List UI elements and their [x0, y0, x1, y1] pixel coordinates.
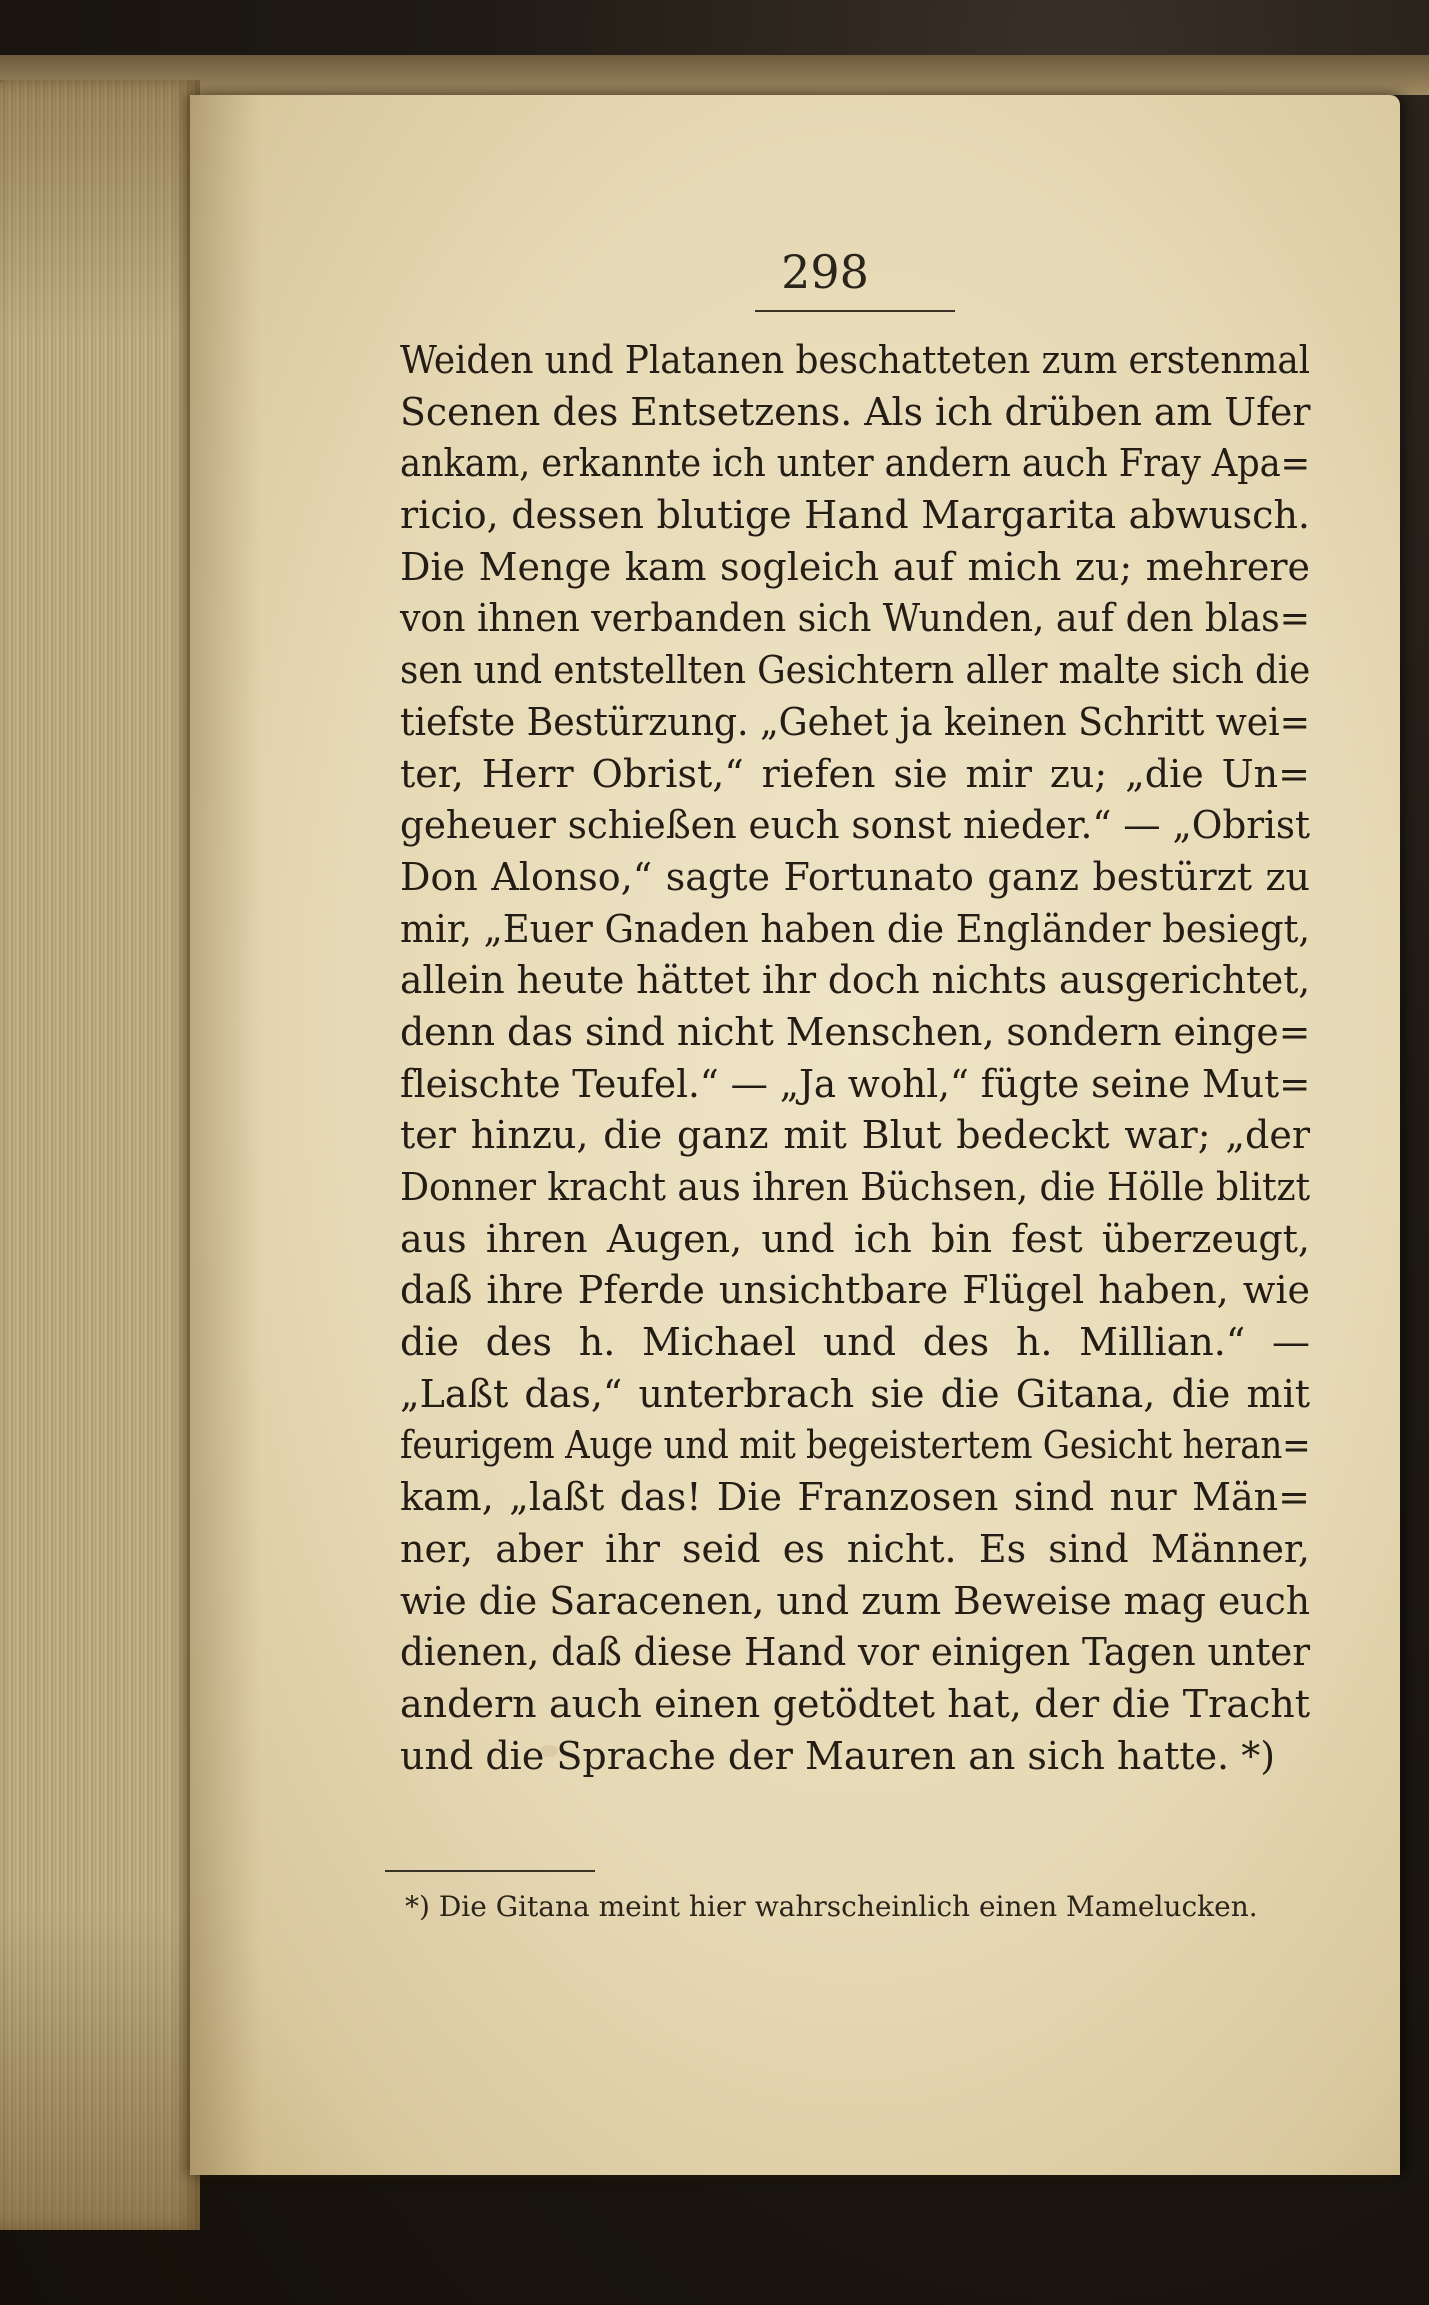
text-line: geheuer schießen euch sonst nieder.“ — „Obrist [400, 803, 1310, 848]
text-line: Weiden und Platanen beschatteten zum erstenmal [400, 338, 1310, 382]
page-number: 298 [781, 245, 869, 299]
footnote: *) Die Gitana meint hier wahrscheinlich einen Mamelucken. [405, 1890, 1258, 1923]
book-page [190, 95, 1400, 2175]
text-line: feurigem Auge und mit begeistertem Gesicht heran= [400, 1423, 1311, 1468]
text-line: denn das sind nicht Menschen, sondern einge= [400, 1009, 1311, 1054]
text-line: fleischte Teufel.“ — „Ja wohl,“ fügte seine Mut= [400, 1061, 1311, 1106]
text-line: kam, „laßt das! Die Franzosen sind nur Män= [400, 1475, 1310, 1520]
page-stack-edge [0, 80, 200, 2230]
text-line: ter hinzu, die ganz mit Blut bedeckt war; „der [400, 1113, 1310, 1158]
text-line: die des h. Michael und des h. Millian.“ — [400, 1320, 1310, 1365]
text-line: allein heute hättet ihr doch nichts ausgerichtet, [400, 958, 1311, 1003]
text-line: von ihnen verbanden sich Wunden, auf den blas= [400, 596, 1310, 641]
text-line: mir, „Euer Gnaden haben die Engländer besiegt, [400, 906, 1310, 951]
text-line: Don Alonso,“ sagte Fortunato ganz bestürzt zu [400, 854, 1310, 899]
text-line: „Laßt das,“ unterbrach sie die Gitana, die mit [400, 1371, 1310, 1416]
text-line: andern auch einen getödtet hat, der die Tracht [400, 1681, 1310, 1726]
text-line: Donner kracht aus ihren Büchsen, die Hölle blitzt [400, 1165, 1311, 1209]
book-cover-edge [0, 55, 1429, 95]
text-line: dienen, daß diese Hand vor einigen Tagen unter [400, 1630, 1310, 1675]
text-line: ankam, erkannte ich unter andern auch Fray Apa= [400, 441, 1310, 486]
footnote-rule [385, 1870, 595, 1872]
text-line: ter, Herr Obrist,“ riefen sie mir zu; „die Un= [400, 751, 1310, 796]
body-text [400, 335, 1310, 1782]
text-line: ricio, dessen blutige Hand Margarita abwusch. [400, 493, 1310, 538]
text-line: und die Sprache der Mauren an sich hatte. *) [400, 1733, 1276, 1778]
text-line: sen und entstellten Gesichtern aller malte sich die [400, 648, 1311, 693]
header-rule [755, 310, 955, 312]
text-line: aus ihren Augen, und ich bin fest überzeugt, [400, 1216, 1310, 1261]
text-line: tiefste Bestürzung. „Gehet ja keinen Schritt wei= [400, 699, 1310, 744]
text-line: Die Menge kam sogleich auf mich zu; mehrere [400, 544, 1310, 589]
text-line: Scenen des Entsetzens. Als ich drüben am Ufer [400, 389, 1311, 434]
text-line: wie die Saracenen, und zum Beweise mag euch [400, 1578, 1310, 1623]
text-line: ner, aber ihr seid es nicht. Es sind Männer, [400, 1526, 1310, 1571]
text-line: daß ihre Pferde unsichtbare Flügel haben, wie [400, 1268, 1310, 1313]
